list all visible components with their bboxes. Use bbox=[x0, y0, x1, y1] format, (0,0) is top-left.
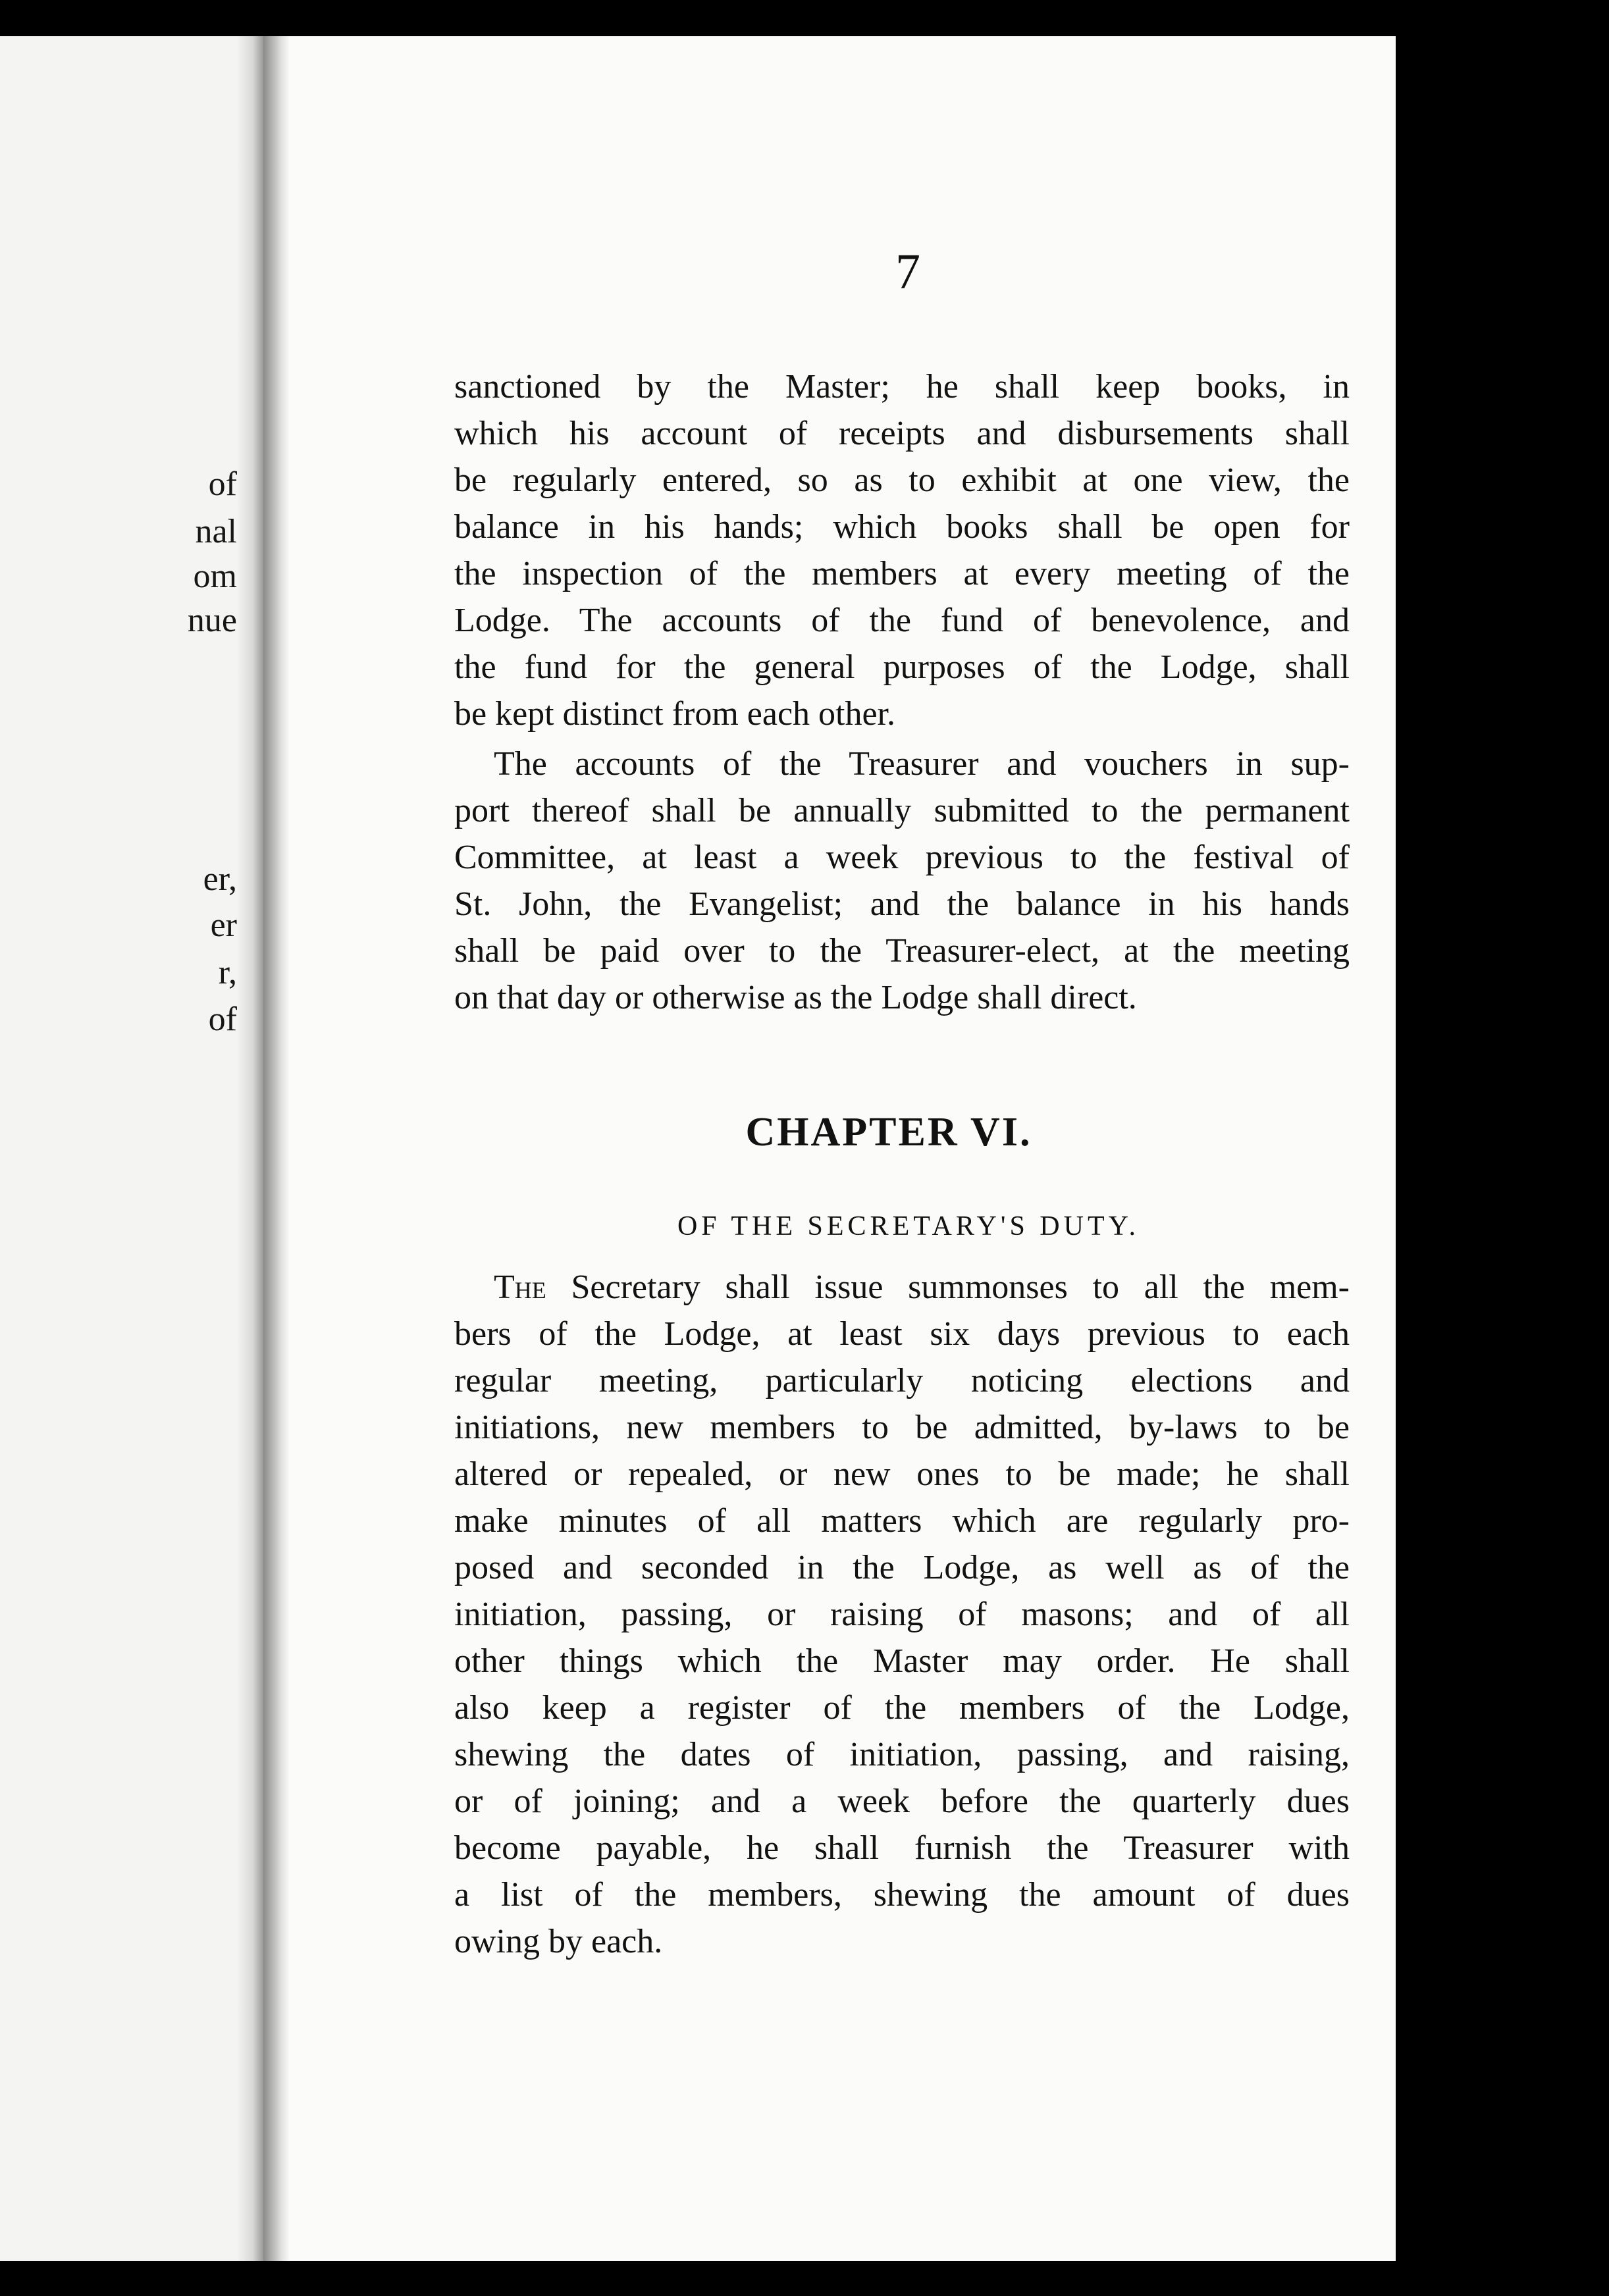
paragraph-line: St. John, the Evangelist; and the balance in his hands bbox=[454, 885, 1350, 923]
page-gutter bbox=[237, 36, 263, 2261]
paragraph-line: the fund for the general purposes of the Lodge, shall bbox=[454, 648, 1350, 686]
paragraph-line: also keep a register of the members of the Lodge, bbox=[454, 1689, 1350, 1727]
paragraph-line: other things which the Master may order. He shall bbox=[454, 1642, 1350, 1680]
paragraph-line: port thereof shall be annually submitted to the permanent bbox=[454, 792, 1350, 829]
paragraph-line: shewing the dates of initiation, passing, and raising, bbox=[454, 1736, 1350, 1773]
paragraph-line: The accounts of the Treasurer and vouchers in sup- bbox=[494, 745, 1350, 783]
paragraph-line: initiation, passing, or raising of masons; and of all bbox=[454, 1596, 1350, 1633]
paragraph-line: posed and seconded in the Lodge, as well as of the bbox=[454, 1549, 1350, 1586]
paragraph-treasurer-books bbox=[454, 363, 1350, 737]
paragraph-secretary-duty bbox=[454, 1264, 1350, 1965]
left-page-fragment: r, bbox=[218, 954, 237, 991]
main-page bbox=[263, 36, 1396, 2261]
paragraph-line: be kept distinct from each other. bbox=[454, 695, 896, 733]
paragraph-lead-word: The bbox=[494, 1268, 546, 1306]
left-facing-page bbox=[0, 36, 263, 2261]
paragraph-line-text: Secretary shall issue summonses to all the mem- bbox=[546, 1268, 1350, 1306]
paragraph-line: on that day or otherwise as the Lodge shall direct. bbox=[454, 979, 1137, 1016]
paragraph-line: Lodge. The accounts of the fund of benevolence, and bbox=[454, 602, 1350, 639]
left-page-fragment: nal bbox=[195, 513, 237, 550]
left-page-fragment: om bbox=[193, 558, 237, 595]
section-title: OF THE SECRETARY'S DUTY. bbox=[677, 1211, 1140, 1241]
paragraph-line: a list of the members, shewing the amount of dues bbox=[454, 1876, 1350, 1914]
left-page-fragment: er bbox=[210, 906, 237, 944]
paragraph-line: Committee, at least a week previous to the festival of bbox=[454, 839, 1350, 876]
left-page-fragment: nue bbox=[187, 602, 237, 639]
left-page-fragment: of bbox=[208, 1001, 237, 1038]
paragraph-line: which his account of receipts and disbursements shall bbox=[454, 415, 1350, 452]
paragraph-line: balance in his hands; which books shall be open for bbox=[454, 508, 1350, 546]
left-page-fragment: er, bbox=[203, 860, 237, 898]
page-number: 7 bbox=[895, 244, 920, 300]
paragraph-line: initiations, new members to be admitted, by-laws to be bbox=[454, 1409, 1350, 1446]
paragraph-line: bers of the Lodge, at least six days previous to each bbox=[454, 1315, 1350, 1353]
paragraph-line: shall be paid over to the Treasurer-elect, at the meeting bbox=[454, 932, 1350, 970]
paragraph-line: or of joining; and a week before the quarterly dues bbox=[454, 1783, 1350, 1820]
paragraph-treasurer-accounts bbox=[454, 741, 1350, 1021]
paragraph-line: altered or repealed, or new ones to be made; he shall bbox=[454, 1455, 1350, 1493]
paragraph-line: sanctioned by the Master; he shall keep books, in bbox=[454, 368, 1350, 405]
paragraph-line: be regularly entered, so as to exhibit at one view, the bbox=[454, 461, 1350, 499]
chapter-title: CHAPTER VI. bbox=[745, 1110, 1032, 1155]
paragraph-line: owing by each. bbox=[454, 1923, 663, 1960]
paragraph-line: make minutes of all matters which are regularly pro- bbox=[454, 1502, 1350, 1540]
paragraph-line: become payable, he shall furnish the Treasurer with bbox=[454, 1829, 1350, 1867]
left-page-fragment: of bbox=[208, 465, 237, 503]
paragraph-line: the inspection of the members at every meeting of the bbox=[454, 555, 1350, 592]
paragraph-line: regular meeting, particularly noticing elections and bbox=[454, 1362, 1350, 1399]
paragraph-line bbox=[454, 1264, 1350, 1311]
